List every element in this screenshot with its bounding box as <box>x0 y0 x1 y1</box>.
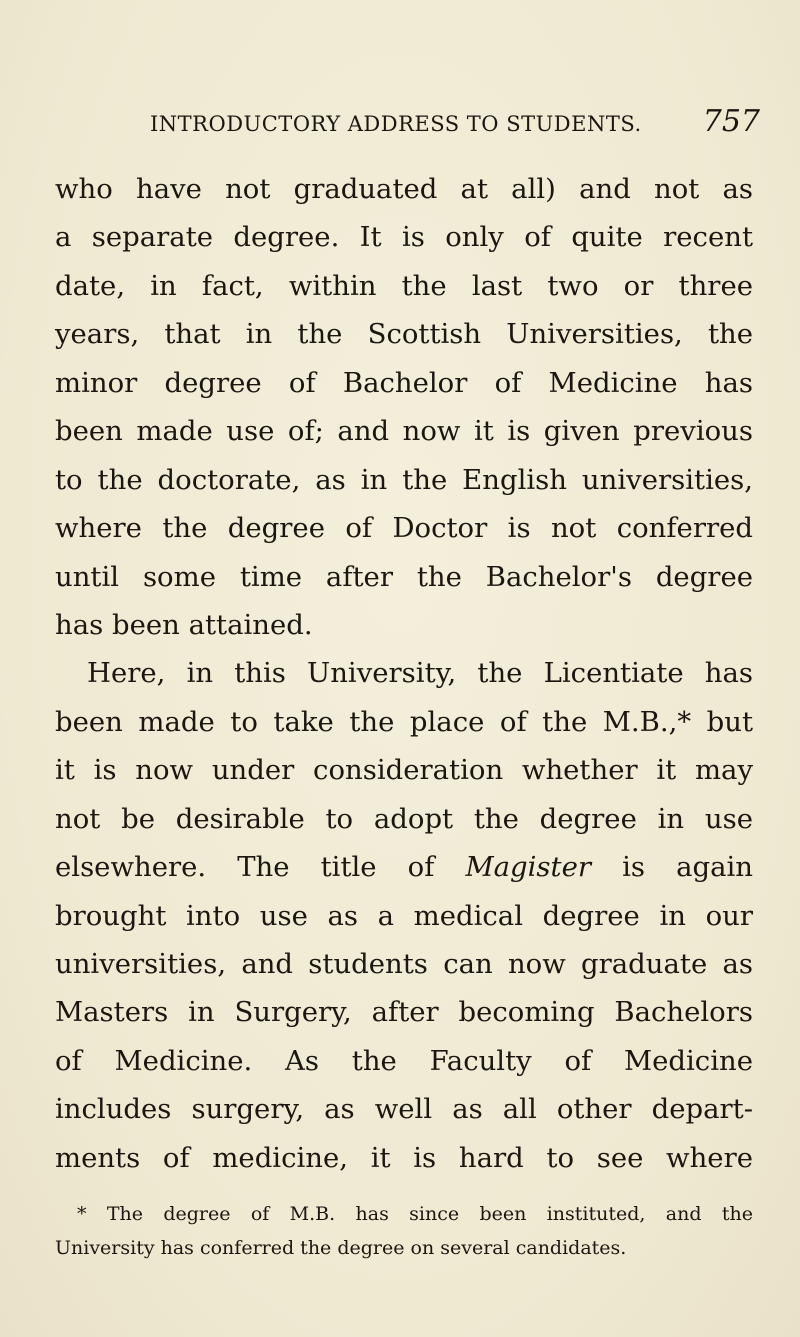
text-line: Masters in Surgery, after becoming Bachelors <box>55 996 753 1029</box>
text-line: until some time after the Bachelor's degree <box>55 560 753 593</box>
page-number: 757 <box>702 104 760 139</box>
text-line: has been attained. <box>55 608 313 641</box>
italic-term: Magister <box>465 851 592 884</box>
text-line: who have not graduated at all) and not as <box>55 173 753 205</box>
running-title: INTRODUCTORY ADDRESS TO STUDENTS. <box>150 112 642 136</box>
body-text <box>55 165 753 1182</box>
footnote-line: University has conferred the degree on several candidates. <box>55 1237 627 1259</box>
text-line: it is now under consideration whether it may <box>55 754 753 787</box>
text-segment: is again <box>622 851 753 884</box>
text-line: to the doctorate, as in the English universities, <box>55 463 753 496</box>
text-line: been made use of; and now it is given previous <box>55 415 753 448</box>
text-line: brought into use as a medical degree in our <box>55 899 753 932</box>
text-line: been made to take the place of the M.B.,* but <box>55 705 753 738</box>
text-line: where the degree of Doctor is not conferred <box>55 512 753 545</box>
running-head <box>150 104 760 139</box>
footnote-line: * The degree of M.B. has since been instituted, and the <box>77 1203 753 1225</box>
text-line: date, in fact, within the last two or three <box>55 269 753 302</box>
text-line: not be desirable to adopt the degree in use <box>55 802 753 835</box>
text-line: ments of medicine, it is hard to see where <box>55 1141 753 1174</box>
text-segment: elsewhere. The title of <box>55 851 435 884</box>
text-line: of Medicine. As the Faculty of Medicine <box>55 1044 753 1077</box>
paragraph-start-line: Here, in this University, the Licentiate has <box>87 657 753 690</box>
text-line: a separate degree. It is only of quite recent <box>55 221 753 254</box>
footnote <box>55 1197 753 1265</box>
text-line: universities, and students can now graduate as <box>55 948 753 980</box>
text-line-with-italic <box>55 843 753 891</box>
text-line: includes surgery, as well as all other depart- <box>55 1093 753 1126</box>
text-line: years, that in the Scottish Universities, the <box>55 318 753 351</box>
text-line: minor degree of Bachelor of Medicine has <box>55 366 753 399</box>
